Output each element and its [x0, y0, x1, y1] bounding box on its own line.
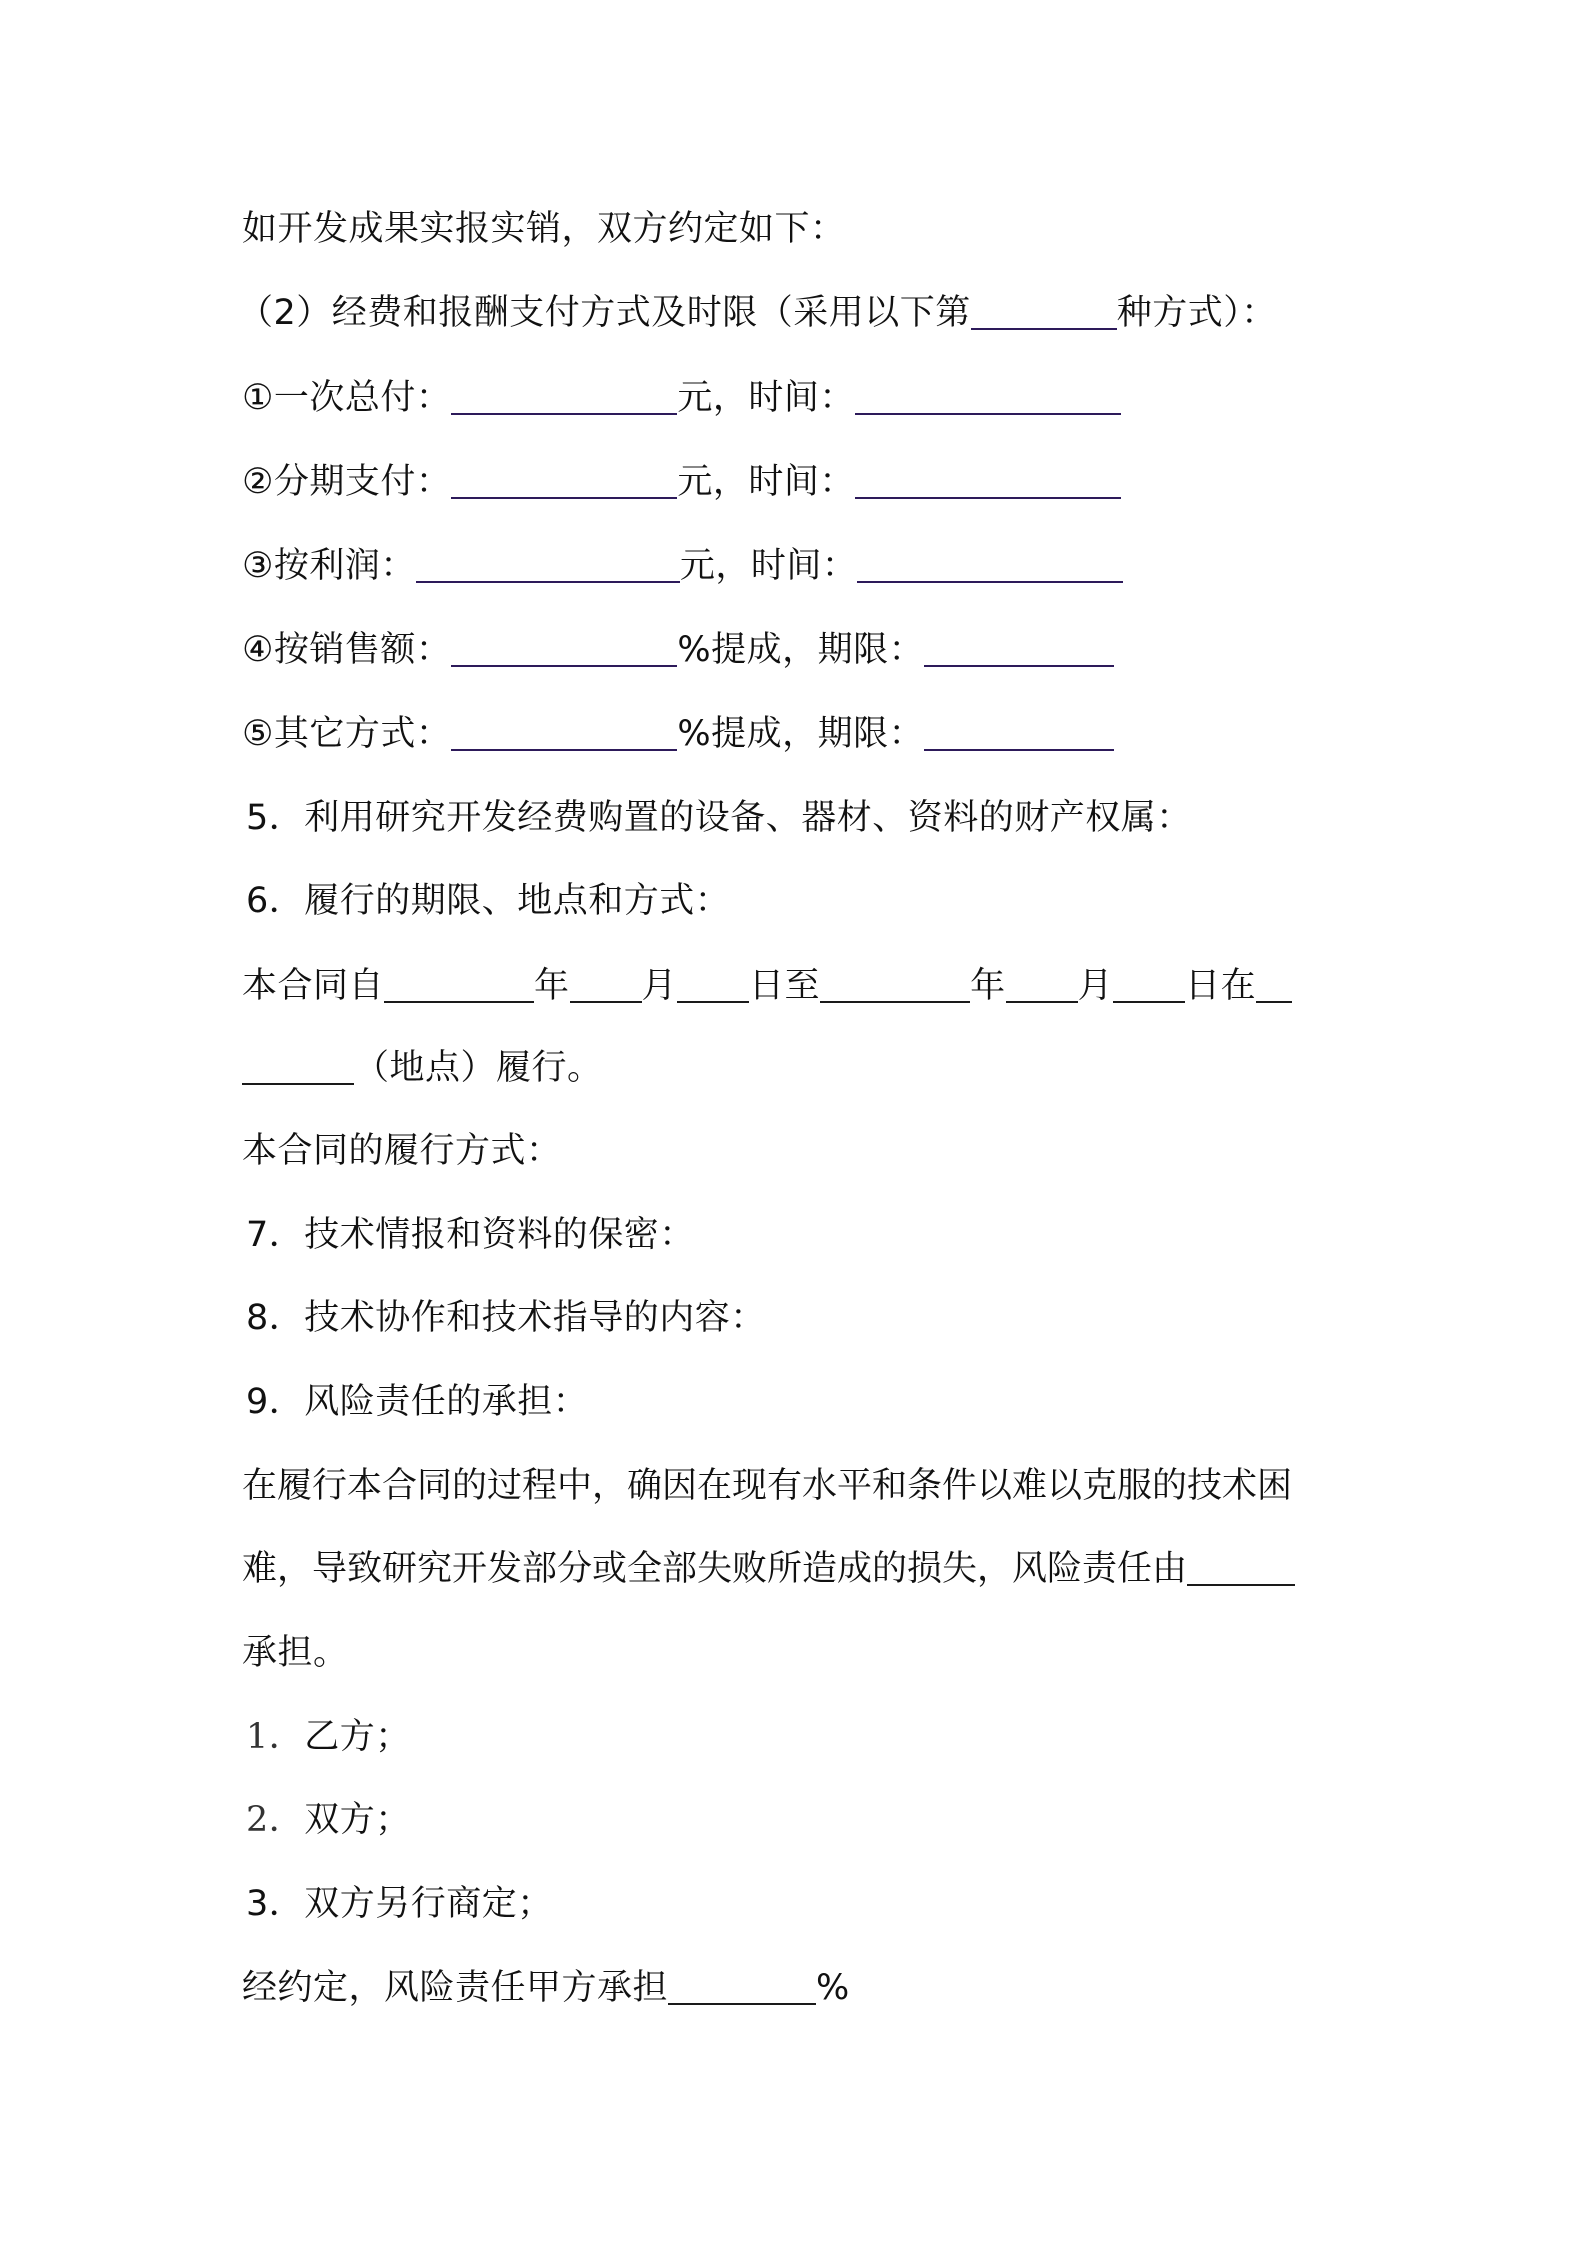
blank-risk-party[interactable] — [1187, 1554, 1295, 1586]
option-lump-sum — [242, 366, 1121, 430]
option-label: 元，时间： — [679, 546, 858, 586]
paragraph-text: 经约定，风险责任甲方承担 — [242, 1968, 669, 2008]
paragraph-text: 难，导致研究开发部分或全部失败所造成的损失，风险责任由 — [242, 1549, 1188, 1589]
blank-place-cont[interactable] — [242, 1053, 354, 1085]
blank-amount[interactable] — [451, 383, 677, 415]
list-item — [246, 1788, 411, 1852]
blank-time[interactable] — [857, 551, 1123, 583]
risk-party-line — [242, 1537, 1295, 1601]
paragraph-text: 如开发成果实报实销，双方约定如下： — [242, 209, 846, 249]
clause-heading: 8．技术协作和技术指导的内容： — [246, 1298, 766, 1338]
paragraph-text: 年 — [534, 966, 570, 1006]
payment-method-line — [238, 281, 1277, 345]
clause-heading: 6．履行的期限、地点和方式： — [246, 881, 731, 921]
blank-end-day[interactable] — [1113, 971, 1185, 1003]
paragraph-text: 本合同的履行方式： — [242, 1131, 562, 1171]
blank-place[interactable] — [1256, 971, 1292, 1003]
list-item — [246, 1872, 553, 1936]
blank-method-number[interactable] — [971, 298, 1117, 330]
option-installment — [242, 450, 1121, 514]
option-other — [242, 702, 1114, 766]
text-line — [242, 1454, 1292, 1518]
list-text: 3．双方另行商定； — [246, 1884, 553, 1924]
text-line — [242, 197, 846, 261]
list-number: 1． — [246, 1717, 305, 1757]
option-label: %提成，期限： — [677, 630, 925, 670]
blank-time[interactable] — [855, 383, 1121, 415]
option-label: ④按销售额： — [242, 630, 452, 670]
option-profit — [242, 534, 1123, 598]
option-label: %提成，期限： — [677, 714, 925, 754]
clause-8 — [246, 1286, 766, 1350]
paragraph-text: （地点）履行。 — [354, 1048, 603, 1088]
blank-start-month[interactable] — [570, 971, 642, 1003]
clause-heading: 7．技术情报和资料的保密： — [246, 1215, 695, 1255]
option-label: ②分期支付： — [242, 462, 452, 502]
blank-amount[interactable] — [416, 551, 680, 583]
risk-percent-line — [242, 1956, 850, 2020]
option-label: ①一次总付： — [242, 378, 452, 418]
blank-period[interactable] — [924, 635, 1114, 667]
paragraph-text: 日在 — [1185, 966, 1257, 1006]
clause-7 — [246, 1203, 695, 1267]
option-label: 元，时间： — [677, 462, 855, 502]
paragraph-text: 承担。 — [242, 1633, 349, 1673]
blank-risk-percent[interactable] — [668, 1973, 816, 2005]
blank-end-month[interactable] — [1006, 971, 1078, 1003]
contract-period-line — [242, 954, 1292, 1018]
blank-start-day[interactable] — [677, 971, 749, 1003]
blank-end-year[interactable] — [820, 971, 970, 1003]
paragraph-text: 年 — [970, 966, 1006, 1006]
blank-period[interactable] — [924, 719, 1114, 751]
paragraph-text: 月 — [641, 966, 678, 1006]
clause-6 — [246, 869, 730, 933]
clause-5 — [246, 786, 1192, 850]
text-line — [242, 1119, 562, 1183]
paragraph-text: % — [816, 1968, 850, 2008]
option-label: ③按利润： — [242, 546, 416, 586]
clause-heading: 9．风险责任的承担： — [246, 1382, 589, 1422]
blank-percent[interactable] — [451, 635, 677, 667]
place-line — [242, 1036, 603, 1100]
paragraph-text: 在履行本合同的过程中，确因在现有水平和条件以难以克服的技术困 — [242, 1466, 1293, 1506]
text-line — [242, 1621, 349, 1685]
clause-9 — [246, 1370, 588, 1434]
blank-time[interactable] — [855, 467, 1121, 499]
option-label: 元，时间： — [677, 378, 855, 418]
list-item — [246, 1705, 411, 1769]
paragraph-text: 月 — [1077, 966, 1114, 1006]
blank-percent[interactable] — [451, 719, 677, 751]
blank-amount[interactable] — [451, 467, 677, 499]
paragraph-text: （2）经费和报酬支付方式及时限（采用以下第 — [238, 293, 971, 333]
paragraph-text: 种方式）： — [1116, 293, 1277, 333]
clause-heading: 5．利用研究开发经费购置的设备、器材、资料的财产权属： — [246, 798, 1192, 838]
paragraph-text: 本合同自 — [242, 966, 385, 1006]
list-text: 乙方； — [304, 1717, 411, 1757]
list-text: 双方； — [304, 1800, 411, 1840]
paragraph-text: 日至 — [749, 966, 821, 1006]
blank-start-year[interactable] — [384, 971, 534, 1003]
option-sales — [242, 618, 1114, 682]
list-number: 2． — [246, 1800, 305, 1840]
option-label: ⑤其它方式： — [242, 714, 452, 754]
